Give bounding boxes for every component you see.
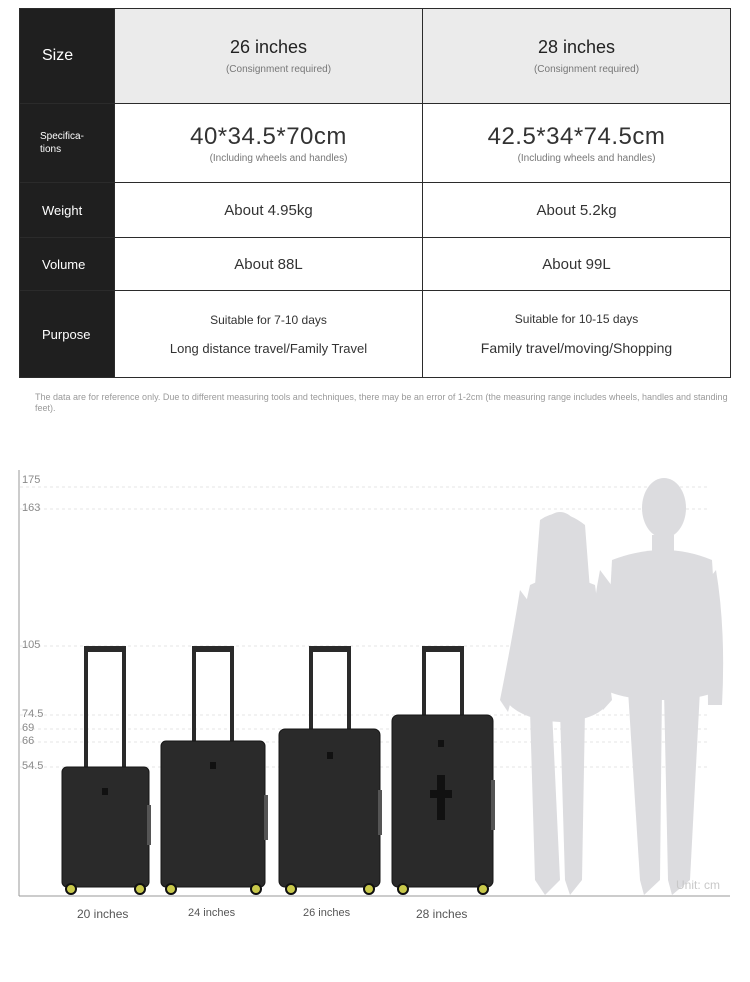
spec-28-value: 42.5*34*74.5cm <box>487 122 666 150</box>
y-tick-54-5: 54.5 <box>22 760 44 772</box>
purpose-28-use: Family travel/moving/Shopping <box>480 340 673 356</box>
label-size: Size <box>20 9 115 104</box>
man-silhouette <box>591 478 723 895</box>
label-weight: Weight <box>20 183 115 238</box>
suitcase-24 <box>161 646 268 894</box>
volume-26-value: About 88L <box>234 255 303 273</box>
x-label-24: 24 inches <box>188 907 236 919</box>
y-tick-105: 105 <box>22 639 41 651</box>
y-tick-69: 69 <box>22 722 35 734</box>
spec-26-value: 40*34.5*70cm <box>190 122 347 150</box>
purpose-26-use: Long distance travel/Family Travel <box>169 340 368 356</box>
suitcase-20 <box>62 646 151 894</box>
spec-26-note: (Including wheels and handles) <box>209 152 348 164</box>
disclaimer-note: The data are for reference only. Due to different measuring tools and techniques, there may be an error of 1-2cm (the measuring range includes wheels, handles and standing feet). <box>35 392 728 413</box>
x-label-28: 28 inches <box>416 907 468 921</box>
label-purpose: Purpose <box>20 291 115 378</box>
suitcase-28 <box>392 646 495 894</box>
people-silhouettes <box>500 478 723 895</box>
suitcase-26 <box>279 646 382 894</box>
y-tick-66: 66 <box>22 735 35 747</box>
x-label-20: 20 inches <box>77 907 129 921</box>
weight-26-value: About 4.95kg <box>224 201 313 219</box>
woman-silhouette <box>500 512 612 895</box>
y-tick-163: 163 <box>22 502 41 514</box>
unit-label: Unit: cm <box>676 878 721 892</box>
purpose-28-days: Suitable for 10-15 days <box>514 312 639 326</box>
label-spec-line2: tions <box>40 144 62 155</box>
spec-28-note: (Including wheels and handles) <box>517 152 656 164</box>
x-label-26: 26 inches <box>303 907 351 919</box>
size-26-value: 26 inches <box>229 37 308 57</box>
label-volume: Volume <box>20 238 115 291</box>
y-tick-74-5: 74.5 <box>22 708 44 720</box>
size-26-note: (Consignment required) <box>225 64 332 75</box>
weight-28-value: About 5.2kg <box>536 201 617 219</box>
purpose-26-days: Suitable for 7-10 days <box>210 312 327 327</box>
label-spec-line1: Specifica- <box>40 131 84 142</box>
size-28-note: (Consignment required) <box>533 64 640 75</box>
y-tick-175: 175 <box>22 474 41 486</box>
size-28-value: 28 inches <box>537 37 616 57</box>
volume-28-value: About 99L <box>542 255 611 273</box>
